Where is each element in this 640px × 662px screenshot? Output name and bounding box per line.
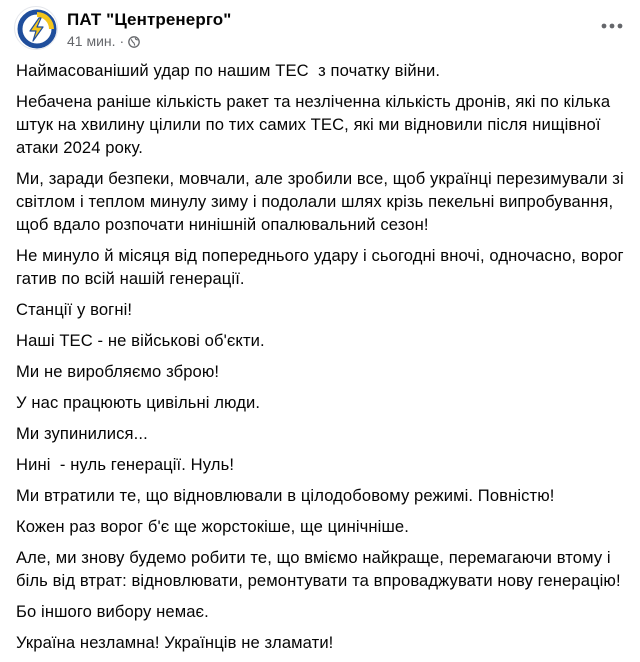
post-paragraph: Ми, заради безпеки, мовчали, але зробили все, щоб українці перезимували зі світлом і теплом минулу зиму і подолали шлях крізь пекельні випробування, щоб вдало розпочати нинішній опалювальний сезон! <box>16 169 624 234</box>
post-meta <box>67 33 140 49</box>
page-avatar[interactable] <box>14 6 58 50</box>
more-options-button[interactable] <box>598 12 626 40</box>
post-paragraph: Наші ТЕС - не військові об'єкти. <box>16 331 265 350</box>
post-paragraph: Станції у вогні! <box>16 300 133 319</box>
post-paragraph: Бо іншого вибору немає. <box>16 602 209 621</box>
meta-separator: · <box>119 33 125 49</box>
centrenergo-logo-icon <box>15 7 58 50</box>
post-body <box>16 59 626 662</box>
post-paragraph: Наймасованіший удар по нашим ТЕС з початку війни. <box>16 61 441 80</box>
post-paragraph: Ми не виробляємо зброю! <box>16 362 220 381</box>
post-paragraph: Кожен раз ворог б'є ще жорстокіше, ще цинічніше. <box>16 517 409 536</box>
post-paragraph: Але, ми знову будемо робити те, що вміємо найкраще, перемагаючи втому і біль від втрат: відновлювати, ремонтувати та впроваджувати нову генерацію! <box>16 548 621 590</box>
globe-icon[interactable] <box>128 35 140 47</box>
more-horizontal-icon <box>601 23 623 29</box>
post-paragraph: У нас працюють цивільні люди. <box>16 393 261 412</box>
post-paragraph: Не минуло й місяця від попереднього удару і сьогодні вночі, одночасно, ворог гатив по всій нашій генерації. <box>16 246 624 288</box>
post-paragraph: Небачена раніше кількість ракет та незліченна кількість дронів, які по кілька штук на хвилину цілили по тих самих ТЕС, які ми відновили після нищівної атаки 2024 року. <box>16 92 611 157</box>
post-paragraph: Нині - нуль генерації. Нуль! <box>16 455 235 474</box>
page-name-link[interactable]: ПАТ "Центренерго" <box>67 10 232 29</box>
post-paragraph: Ми зупинилися... <box>16 424 148 443</box>
post-paragraph: Ми втратили те, що відновлювали в цілодобовому режимі. Повністю! <box>16 486 555 505</box>
post-timestamp[interactable]: 41 мин. <box>67 33 116 49</box>
post-header <box>14 6 626 54</box>
post-paragraph: Україна незламна! Українців не зламати! <box>16 633 334 652</box>
